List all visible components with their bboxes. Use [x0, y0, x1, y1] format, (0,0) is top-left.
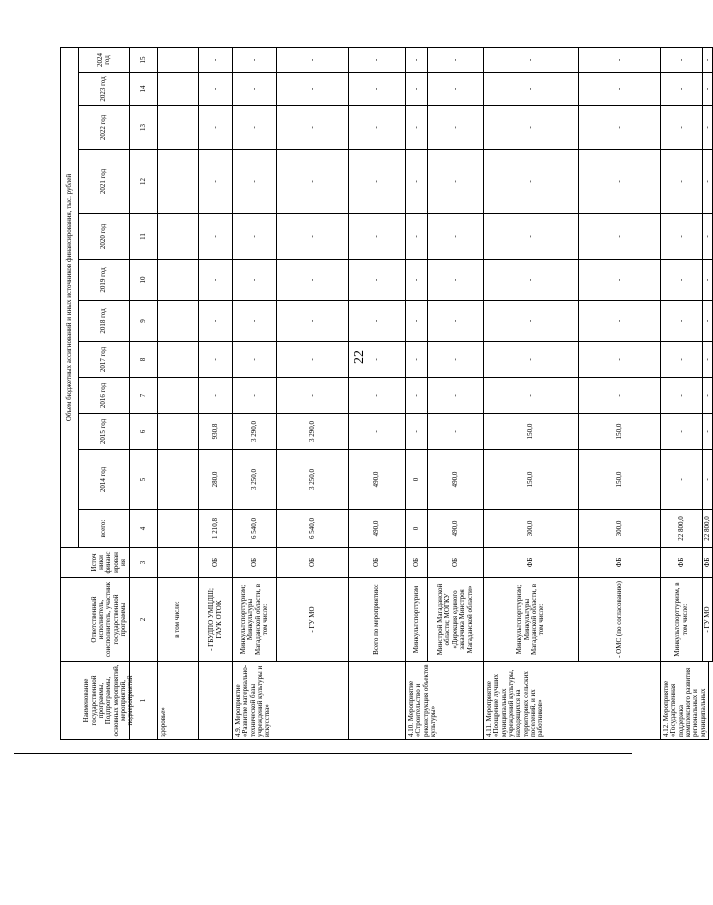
row-total: 490,0: [348, 509, 406, 548]
row-value: -: [660, 449, 703, 510]
row-value: -: [348, 377, 406, 414]
row-value: -: [427, 47, 484, 73]
row-value: -: [276, 259, 349, 301]
row-value: -: [405, 413, 428, 450]
row-value: -: [427, 259, 484, 301]
page-divider-line: [14, 753, 632, 754]
row-source: ОБ: [276, 547, 349, 578]
row-value: 3 290,0: [232, 413, 277, 450]
column-number: 3: [129, 547, 158, 578]
row-value: [157, 213, 199, 260]
row-source: ФБ: [483, 547, 579, 578]
budget-table: [60, 8, 711, 740]
row-value: -: [483, 341, 579, 378]
row-source: ОБ: [348, 547, 406, 578]
row-value: -: [483, 72, 579, 106]
row-source: ФБ: [578, 547, 661, 578]
row-source: ФБ: [660, 547, 703, 578]
header-name: Наименование государственной программы, Подпрограммы, основных мероприятий, мероприятий, подмероприятий: [60, 661, 158, 740]
row-value: -: [660, 300, 703, 342]
header-year: 2022 год: [78, 105, 130, 150]
row-value: -: [427, 105, 484, 150]
row-value: -: [405, 341, 428, 378]
row-value: 490,0: [348, 449, 406, 510]
row-value: -: [348, 341, 406, 378]
row-value: -: [483, 377, 579, 414]
row-name: 4.11. Мероприятие «Поощрение лучших муниципальных учреждений культуры, находящихся на территориях сельских поселений, и их работников»: [483, 661, 661, 740]
row-value: -: [405, 105, 428, 150]
row-source: ОБ: [427, 547, 484, 578]
row-executor: Минкультспорттуризм: [405, 577, 428, 662]
row-source: [157, 547, 199, 578]
row-value: -: [198, 72, 233, 106]
row-value: -: [198, 341, 233, 378]
row-value: -: [660, 413, 703, 450]
row-value: -: [483, 149, 579, 214]
column-number: 15: [129, 47, 158, 73]
row-value: 3 290,0: [276, 413, 349, 450]
row-value: -: [578, 259, 661, 301]
row-executor: в том числе:: [157, 577, 199, 662]
header-total: всего:: [78, 509, 130, 548]
row-value: -: [198, 213, 233, 260]
column-number: 12: [129, 149, 158, 214]
row-source: ФБ: [702, 547, 713, 578]
row-value: [157, 72, 199, 106]
row-value: -: [276, 213, 349, 260]
header-source: Источ ники финанс ирован ия: [60, 547, 158, 578]
row-value: -: [702, 105, 713, 150]
row-value: -: [198, 149, 233, 214]
row-value: -: [578, 300, 661, 342]
row-total: 300,0: [578, 509, 661, 548]
row-executor: - ГБУДПО УМЦДШ; ГАУК ОТОК: [198, 577, 233, 662]
column-number: 8: [129, 341, 158, 378]
row-value: -: [427, 213, 484, 260]
row-value: 3 250,0: [232, 449, 277, 510]
row-value: [157, 149, 199, 214]
header-year: 2016 год: [78, 377, 130, 414]
header-executor: Ответственный исполнитель, соисполнитель, участник государственной программы: [60, 577, 158, 662]
row-value: -: [348, 213, 406, 260]
row-value: [157, 300, 199, 342]
column-number: 9: [129, 300, 158, 342]
row-name: 4.10. Мероприятие «Строительство и реконструкция объектов культуры»: [405, 661, 484, 740]
row-value: -: [276, 47, 349, 73]
row-value: [157, 377, 199, 414]
row-value: -: [660, 72, 703, 106]
header-year: 2019 год: [78, 259, 130, 301]
column-number: 2: [129, 577, 158, 662]
row-value: -: [198, 377, 233, 414]
row-value: -: [276, 341, 349, 378]
row-value: -: [232, 300, 277, 342]
row-value: -: [427, 377, 484, 414]
row-value: -: [348, 413, 406, 450]
row-value: -: [483, 105, 579, 150]
row-value: -: [276, 105, 349, 150]
row-value: [157, 259, 199, 301]
row-value: 0: [405, 449, 428, 510]
row-executor: - ГУ МО: [702, 577, 713, 662]
row-value: -: [232, 72, 277, 106]
row-value: -: [232, 47, 277, 73]
row-value: -: [232, 341, 277, 378]
row-value: -: [660, 213, 703, 260]
column-number: 6: [129, 413, 158, 450]
row-value: -: [660, 341, 703, 378]
row-value: -: [405, 377, 428, 414]
row-value: 930,8: [198, 413, 233, 450]
row-value: -: [702, 341, 713, 378]
row-value: -: [276, 72, 349, 106]
header-year: 2023 год: [78, 72, 130, 106]
row-total: [157, 509, 199, 548]
row-value: -: [702, 47, 713, 73]
row-value: -: [405, 300, 428, 342]
row-value: 150,0: [578, 449, 661, 510]
row-value: 150,0: [483, 413, 579, 450]
row-value: -: [483, 300, 579, 342]
rotated-table-area: [60, 8, 711, 740]
column-number: 10: [129, 259, 158, 301]
row-value: -: [660, 377, 703, 414]
row-value: -: [198, 47, 233, 73]
row-value: 3 250,0: [276, 449, 349, 510]
row-executor: - ОМС (по согласованию): [578, 577, 661, 662]
row-value: -: [198, 105, 233, 150]
row-value: -: [702, 300, 713, 342]
row-value: -: [276, 377, 349, 414]
row-value: -: [483, 213, 579, 260]
row-value: -: [348, 72, 406, 106]
row-value: [157, 341, 199, 378]
header-year: 2015 год: [78, 413, 130, 450]
header-year: 2024 год: [78, 47, 130, 73]
header-year: 2014 год: [78, 449, 130, 510]
row-total: 490,0: [427, 509, 484, 548]
column-number: 13: [129, 105, 158, 150]
row-value: [157, 47, 199, 73]
row-value: -: [427, 300, 484, 342]
row-total: 1 210,8: [198, 509, 233, 548]
header-year: 2021 год: [78, 149, 130, 214]
row-value: -: [427, 72, 484, 106]
column-number: 14: [129, 72, 158, 106]
row-total: 6 540,0: [276, 509, 349, 548]
row-value: -: [427, 149, 484, 214]
row-value: -: [578, 72, 661, 106]
row-value: -: [427, 413, 484, 450]
row-value: -: [483, 47, 579, 73]
row-value: -: [232, 377, 277, 414]
column-number: 1: [129, 661, 158, 740]
row-value: -: [578, 47, 661, 73]
row-value: -: [702, 449, 713, 510]
row-source: ОБ: [198, 547, 233, 578]
row-value: -: [702, 149, 713, 214]
row-value: [157, 413, 199, 450]
row-value: -: [405, 149, 428, 214]
column-number: 4: [129, 509, 158, 548]
column-number: 5: [129, 449, 158, 510]
row-value: -: [702, 213, 713, 260]
row-value: -: [702, 377, 713, 414]
row-value: -: [578, 341, 661, 378]
row-value: 150,0: [483, 449, 579, 510]
row-value: -: [348, 300, 406, 342]
row-value: -: [405, 47, 428, 73]
row-name: здоровье»: [157, 661, 199, 740]
header-funding-group: Объем бюджетных ассигнований и иных источников финансирования, тыс. рублей: [60, 47, 79, 548]
row-executor: - ГУ МО: [276, 577, 349, 662]
row-executor: Всего по мероприятию:: [348, 577, 406, 662]
row-value: -: [198, 300, 233, 342]
row-value: -: [348, 105, 406, 150]
row-value: 490,0: [427, 449, 484, 510]
row-total: 22 800,0: [702, 509, 713, 548]
column-number: 7: [129, 377, 158, 414]
page-number: 22: [352, 350, 367, 364]
row-name: 4.12. Мероприятие «Государственная поддержка комплексного развития региональных и муниципальных: [660, 661, 709, 740]
row-value: 150,0: [578, 413, 661, 450]
row-value: -: [276, 300, 349, 342]
row-value: [157, 449, 199, 510]
header-year: 2018 год: [78, 300, 130, 342]
row-value: -: [578, 213, 661, 260]
row-value: -: [578, 105, 661, 150]
row-source: ОБ: [232, 547, 277, 578]
row-total: 22 800,0: [660, 509, 703, 548]
row-value: 280,0: [198, 449, 233, 510]
row-value: -: [198, 259, 233, 301]
row-value: -: [405, 213, 428, 260]
row-executor: Минкультспорттуризм; Минкультуры Магаданской области, в том числе:: [232, 577, 277, 662]
row-value: -: [660, 47, 703, 73]
row-value: -: [427, 341, 484, 378]
column-number: 11: [129, 213, 158, 260]
row-value: -: [232, 149, 277, 214]
row-total: 0: [405, 509, 428, 548]
row-name: [198, 661, 233, 740]
row-value: -: [348, 149, 406, 214]
row-value: -: [660, 259, 703, 301]
row-total: 300,0: [483, 509, 579, 548]
row-name: 4.9. Мероприятие «Развитие материально-технической базы учреждений культуры и искусства»: [232, 661, 349, 740]
row-name: [348, 661, 406, 740]
row-executor: Минстрой Магаданской области; МОГКУ «Дирекция единого заказчика Минстроя Магаданской области»: [427, 577, 484, 662]
row-value: -: [702, 413, 713, 450]
row-value: -: [660, 105, 703, 150]
row-executor: Минкультспорттуризм; Минкультуры Магаданской области, в том числе:: [483, 577, 579, 662]
row-value: -: [578, 377, 661, 414]
row-value: -: [578, 149, 661, 214]
header-year: 2017 год: [78, 341, 130, 378]
row-value: -: [232, 213, 277, 260]
row-value: -: [405, 259, 428, 301]
row-total: 6 540,0: [232, 509, 277, 548]
header-year: 2020 год: [78, 213, 130, 260]
row-value: [157, 105, 199, 150]
row-value: -: [276, 149, 349, 214]
row-value: -: [660, 149, 703, 214]
row-value: -: [232, 259, 277, 301]
row-value: -: [405, 72, 428, 106]
row-executor: Минкультспорттуризм, в том числе:: [660, 577, 703, 662]
row-value: -: [702, 72, 713, 106]
row-value: -: [702, 259, 713, 301]
row-value: -: [483, 259, 579, 301]
row-value: -: [348, 259, 406, 301]
row-value: -: [232, 105, 277, 150]
row-source: ОБ: [405, 547, 428, 578]
row-value: -: [348, 47, 406, 73]
